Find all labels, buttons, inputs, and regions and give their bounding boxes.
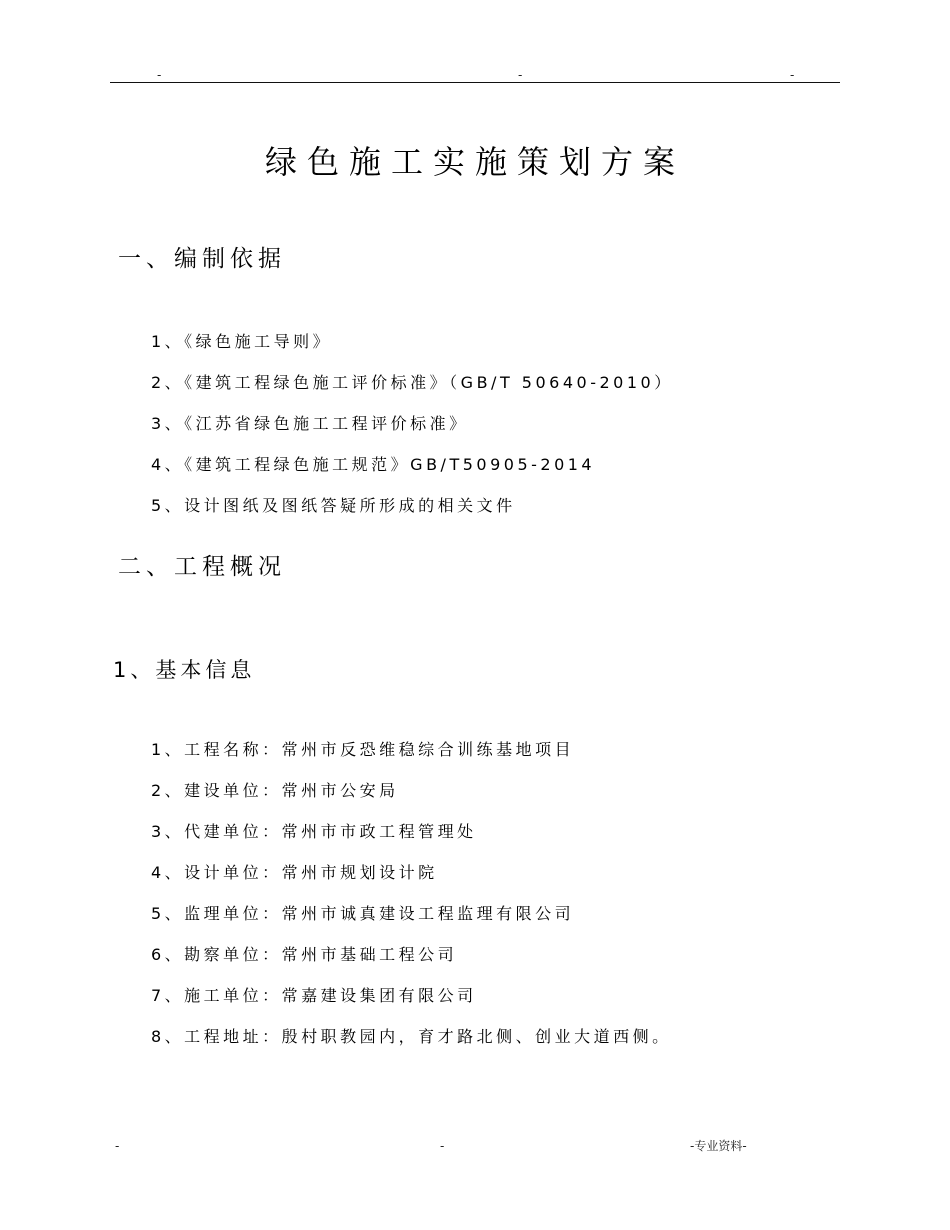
basis-item: 3、《江苏省绿色施工工程评价标准》 — [151, 414, 469, 433]
basis-item: 5、设计图纸及图纸答疑所形成的相关文件 — [151, 496, 516, 515]
info-item: 8、工程地址：殷村职教园内，育才路北侧、创业大道西侧。 — [151, 1027, 672, 1046]
info-item: 1、工程名称：常州市反恐维稳综合训练基地项目 — [151, 740, 575, 759]
section-heading-basis: 一、编制依据 — [118, 246, 286, 272]
basis-item: 1、《绿色施工导则》 — [151, 332, 333, 351]
footer-label: -专业资料- — [690, 1139, 747, 1153]
document-title: 绿色施工实施策划方案 — [264, 143, 685, 181]
section-heading-overview: 二、工程概况 — [118, 554, 286, 580]
info-item: 6、勘察单位：常州市基础工程公司 — [151, 945, 458, 964]
info-item: 4、设计单位：常州市规划设计院 — [151, 863, 438, 882]
header-mark-right: - — [790, 68, 795, 82]
info-item: 5、监理单位：常州市诚真建设工程监理有限公司 — [151, 904, 575, 923]
info-item: 2、建设单位：常州市公安局 — [151, 781, 399, 800]
footer-mark-left: - — [115, 1139, 120, 1153]
header-rule — [110, 82, 840, 83]
info-item: 3、代建单位：常州市市政工程管理处 — [151, 822, 477, 841]
subsection-heading-basic-info: 1、基本信息 — [113, 658, 256, 682]
header-mark-left: - — [157, 68, 162, 82]
info-item: 7、施工单位：常嘉建设集团有限公司 — [151, 986, 477, 1005]
basis-item: 2、《建筑工程绿色施工评价标准》（GB/T 50640-2010） — [151, 373, 674, 392]
footer-mark-center: - — [440, 1139, 445, 1153]
header-mark-center: - — [518, 68, 523, 82]
basis-item: 4、《建筑工程绿色施工规范》GB/T50905-2014 — [151, 455, 596, 474]
